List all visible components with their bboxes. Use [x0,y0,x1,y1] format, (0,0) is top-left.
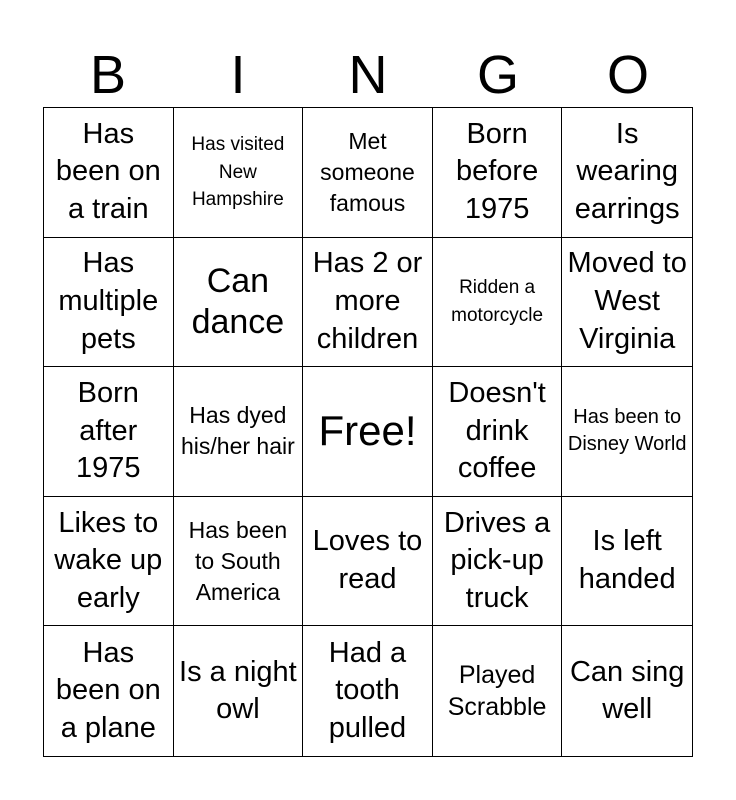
header-letter-b: B [89,45,127,105]
cell-text: Born before 1975 [455,117,539,226]
cell-text: Is a night owl [179,655,297,726]
bingo-cell-r1-c4[interactable] [433,108,563,238]
bingo-cell-r2-c2[interactable] [174,238,304,368]
bingo-cell-r4-c1[interactable] [44,497,174,627]
cell-text: Met someone famous [320,127,415,216]
bingo-cell-r3-c3[interactable] [303,367,433,497]
bingo-cell-r1-c2[interactable] [174,108,304,238]
cell-text: Has multiple pets [58,247,159,355]
cell-text: Has dyed his/her hair [181,402,295,460]
bingo-cell-r2-c5[interactable] [562,238,692,368]
cell-text: Has been to South America [188,516,288,605]
bingo-cell-r3-c1[interactable] [44,367,174,497]
cell-text: Doesn't drink coffee [448,376,546,485]
bingo-cell-r5-c5[interactable] [562,626,692,756]
bingo-cell-r4-c5[interactable] [562,497,692,627]
cell-text: Loves to read [312,525,423,596]
cell-text: Has been on a train [55,117,161,226]
bingo-cell-r5-c2[interactable] [174,626,304,756]
header-letter-n: N [348,45,388,105]
cell-text: Born after 1975 [76,376,141,485]
cell-text: Has 2 or more children [312,247,423,355]
bingo-cell-r2-c4[interactable] [433,238,563,368]
bingo-cell-r4-c4[interactable] [433,497,563,627]
header-letter-g: G [476,45,519,105]
cell-text: Free! [318,407,417,455]
bingo-cell-r5-c3[interactable] [303,626,433,756]
cell-text: Is left handed [578,525,676,596]
bingo-cell-r5-c4[interactable] [433,626,563,756]
bingo-cell-r1-c5[interactable] [562,108,692,238]
cell-text: Ridden a motorcycle [451,277,544,326]
cell-text: Played Scrabble [447,660,547,722]
cell-text: Can sing well [569,655,685,726]
bingo-cell-r3-c4[interactable] [433,367,563,497]
cell-text: Drives a pick-up truck [443,506,551,614]
bingo-cell-r4-c3[interactable] [303,497,433,627]
header-letter-i: I [230,45,246,105]
cell-text: Can dance [191,262,285,341]
bingo-cell-r5-c1[interactable] [44,626,174,756]
bingo-cell-r1-c1[interactable] [44,108,174,238]
header-letter-o: O [606,45,649,105]
cell-text: Has been on a plane [55,636,161,745]
cell-text: Had a tooth pulled [328,636,407,745]
bingo-cell-r2-c1[interactable] [44,238,174,368]
cell-text: Has been to Disney World [567,406,687,456]
cell-text: Likes to wake up early [54,506,163,614]
cell-text: Has visited New Hampshire [191,133,285,211]
bingo-cell-r3-c5[interactable] [562,367,692,497]
cell-text: Is wearing earrings [574,117,680,226]
bingo-cell-r3-c2[interactable] [174,367,304,497]
bingo-cell-r1-c3[interactable] [303,108,433,238]
bingo-cell-r2-c3[interactable] [303,238,433,368]
bingo-board [43,107,693,757]
bingo-header [43,42,693,108]
cell-text: Moved to West Virginia [567,247,687,355]
bingo-cell-r4-c2[interactable] [174,497,304,627]
